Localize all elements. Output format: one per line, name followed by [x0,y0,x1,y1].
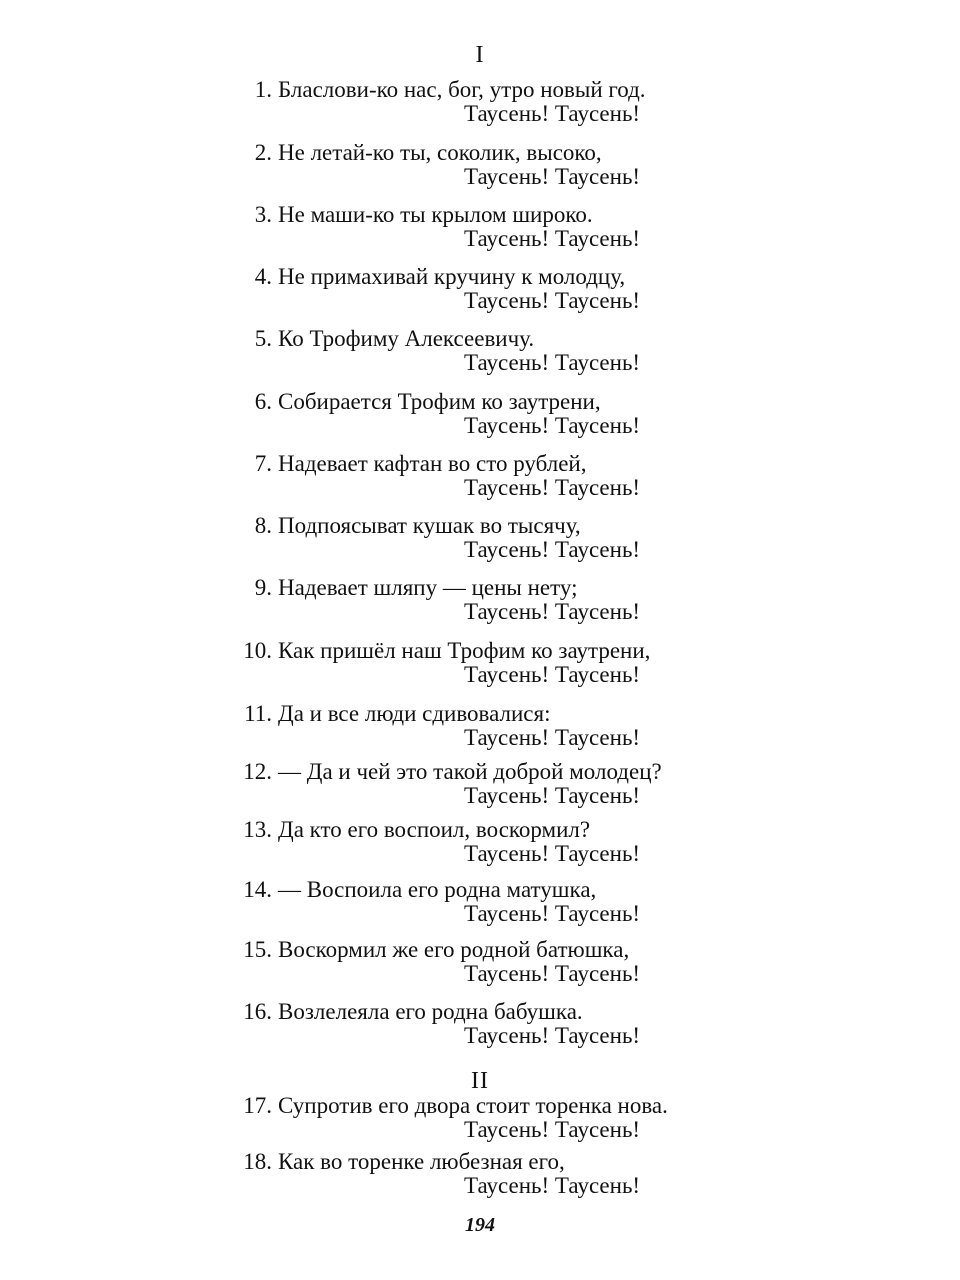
page-number: 194 [465,1214,495,1236]
verse-line [230,576,577,600]
verse-number: 8. [254,513,272,538]
verse-number: 6. [254,389,272,414]
verse-refrain: Таусень! Таусень! [464,226,641,251]
verse-refrain: Таусень! Таусень! [464,475,641,500]
verse-line [230,878,596,902]
verse-line [230,327,534,351]
verse-refrain: Таусень! Таусень! [464,537,641,562]
verse-number: 15. [243,937,272,962]
verse-number: 3. [254,202,272,227]
verse-text: Надевает шляпу — цены нету; [278,575,578,600]
verse-number: 9. [254,575,272,600]
verse-text: Супротив его двора стоит торенка нова. [278,1093,668,1118]
verse-number: 7. [254,451,272,476]
verse-line [230,390,601,414]
verse-text: — Да и чей это такой доброй молодец? [278,759,662,784]
verse-refrain: Таусень! Таусень! [464,599,641,624]
verse-line [230,639,650,663]
verse-refrain: Таусень! Таусень! [464,1023,641,1048]
verse-number: 16. [243,999,272,1024]
verse-number: 10. [243,638,272,663]
verse-number: 18. [243,1149,272,1174]
verse-number: 12. [243,759,272,784]
verse-text: Собирается Трофим ко заутрени, [278,389,601,414]
verse-text: Как пришёл наш Трофим ко заутрени, [278,638,651,663]
verse-line [230,78,646,102]
verse-number: 1. [254,77,272,102]
verse-refrain: Таусень! Таусень! [464,164,641,189]
verse-line [230,702,551,726]
verse-text: — Воспоила его родна матушка, [278,877,597,902]
verse-refrain: Таусень! Таусень! [464,413,641,438]
verse-refrain: Таусень! Таусень! [464,1173,641,1198]
verse-line [230,514,581,538]
section-heading-2: II [471,1068,489,1094]
verse-text: Да и все люди сдивовалися: [278,701,551,726]
verse-text: Ко Трофиму Алексеевичу. [278,326,535,351]
verse-line [230,760,662,784]
verse-text: Бласлови-ко нас, бог, утро новый год. [278,77,646,102]
verse-line [230,452,586,476]
verse-number: 14. [243,877,272,902]
verse-refrain: Таусень! Таусень! [464,841,641,866]
verse-text: Не примахивай кручину к молодцу, [278,264,626,289]
verse-refrain: Таусень! Таусень! [464,901,641,926]
verse-text: Как во торенке любезная его, [278,1149,565,1174]
verse-number: 2. [254,140,272,165]
verse-line [230,141,602,165]
verse-text: Возлелеяла его родна бабушка. [278,999,583,1024]
verse-refrain: Таусень! Таусень! [464,288,641,313]
verse-number: 5. [254,326,272,351]
verse-refrain: Таусень! Таусень! [464,961,641,986]
verse-number: 11. [244,701,272,726]
section-heading-1: I [475,42,485,68]
verse-text: Да кто его воспоил, воскормил? [278,817,591,842]
verse-line [230,203,593,227]
verse-refrain: Таусень! Таусень! [464,1117,641,1142]
verse-line [230,818,590,842]
verse-refrain: Таусень! Таусень! [464,350,641,375]
verse-refrain: Таусень! Таусень! [464,725,641,750]
verse-text: Не маши-ко ты крылом широко. [278,202,593,227]
verse-number: 17. [243,1093,272,1118]
verse-refrain: Таусень! Таусень! [464,662,641,687]
verse-number: 4. [254,264,272,289]
verse-refrain: Таусень! Таусень! [464,101,641,126]
verse-line [230,1094,668,1118]
verse-line [230,1150,565,1174]
verse-line [230,1000,583,1024]
verse-line [230,938,629,962]
verse-refrain: Таусень! Таусень! [464,783,641,808]
verse-text: Подпоясыват кушак во тысячу, [278,513,581,538]
verse-text: Воскормил же его родной батюшка, [278,937,630,962]
verse-number: 13. [243,817,272,842]
verse-line [230,265,625,289]
verse-text: Не летай-ко ты, соколик, высоко, [278,140,602,165]
verse-text: Надевает кафтан во сто рублей, [278,451,587,476]
